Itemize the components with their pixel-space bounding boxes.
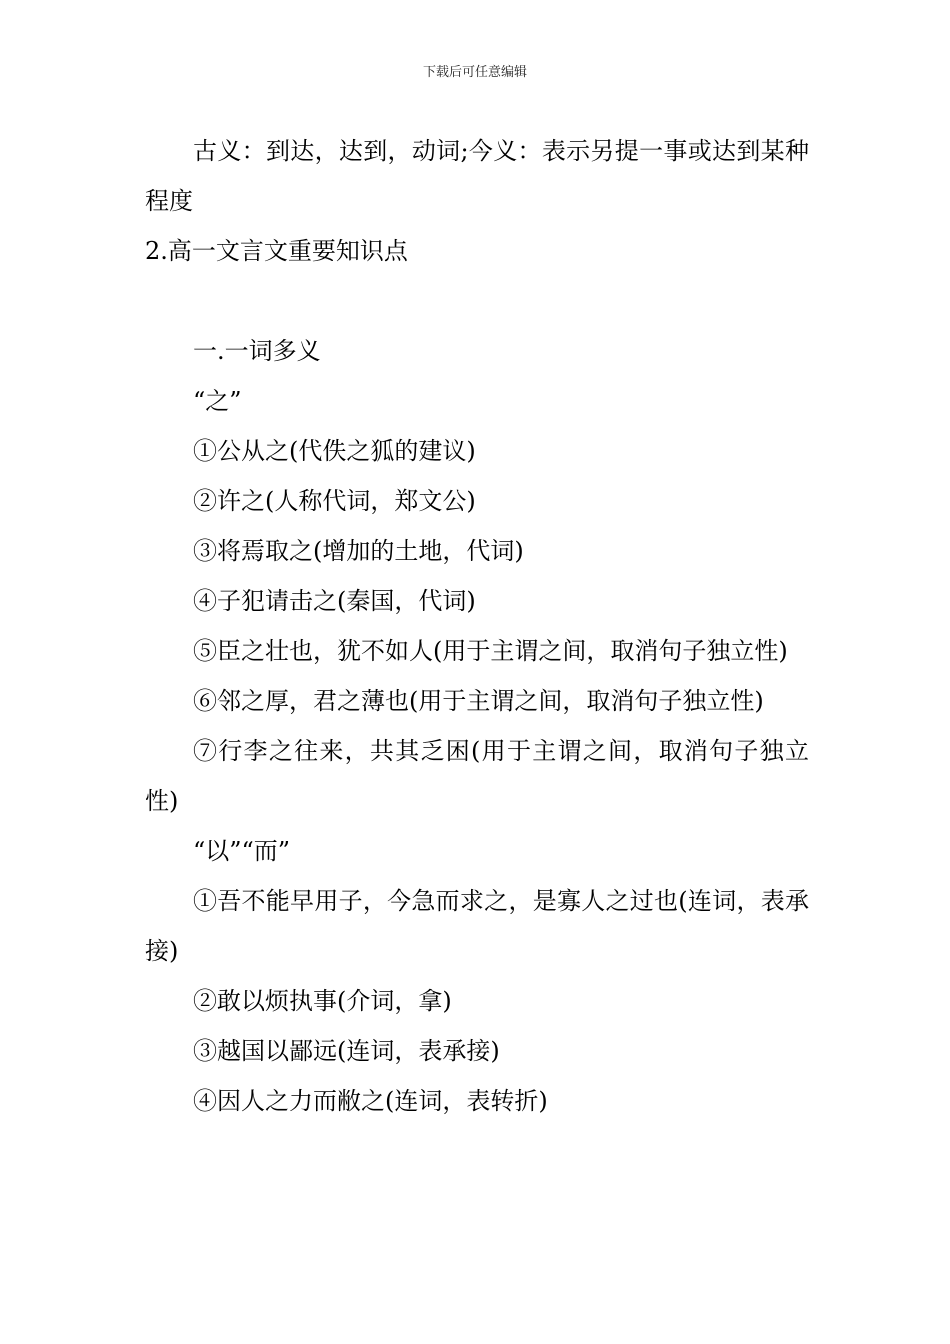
word-heading-zhi: “之” (193, 387, 242, 415)
paragraph-meaning-note: 古义：到达，达到，动词;今义：表示另提一事或达到某种程度 (145, 137, 809, 215)
list-item: ④因人之力而敝之(连词，表转折) (193, 1087, 548, 1115)
word-heading-yi-er: “以”“而” (193, 837, 291, 865)
subsection-heading: 一.一词多义 (193, 337, 321, 365)
list-item: ②敢以烦执事(介词，拿) (193, 987, 452, 1015)
spacer (145, 276, 809, 326)
list-item: ⑦行李之往来，共其乏困(用于主谓之间，取消句子独立性) (145, 737, 809, 815)
list-item: ①公从之(代佚之狐的建议) (193, 437, 476, 465)
page-header: 下载后可任意编辑 (422, 65, 527, 80)
list-item: ①吾不能早用子，今急而求之，是寡人之过也(连词，表承接) (145, 887, 809, 965)
document-body (145, 126, 809, 1126)
list-item: ③越国以鄙远(连词，表承接) (193, 1037, 500, 1065)
section-heading: 2.高一文言文重要知识点 (145, 237, 408, 265)
list-item: ④子犯请击之(秦国，代词) (193, 587, 476, 615)
list-item: ⑥邻之厚，君之薄也(用于主谓之间，取消句子独立性) (193, 687, 764, 715)
list-item: ②许之(人称代词，郑文公) (193, 487, 476, 515)
list-item: ③将焉取之(增加的土地，代词) (193, 537, 524, 565)
list-item: ⑤臣之壮也，犹不如人(用于主谓之间，取消句子独立性) (193, 637, 788, 665)
